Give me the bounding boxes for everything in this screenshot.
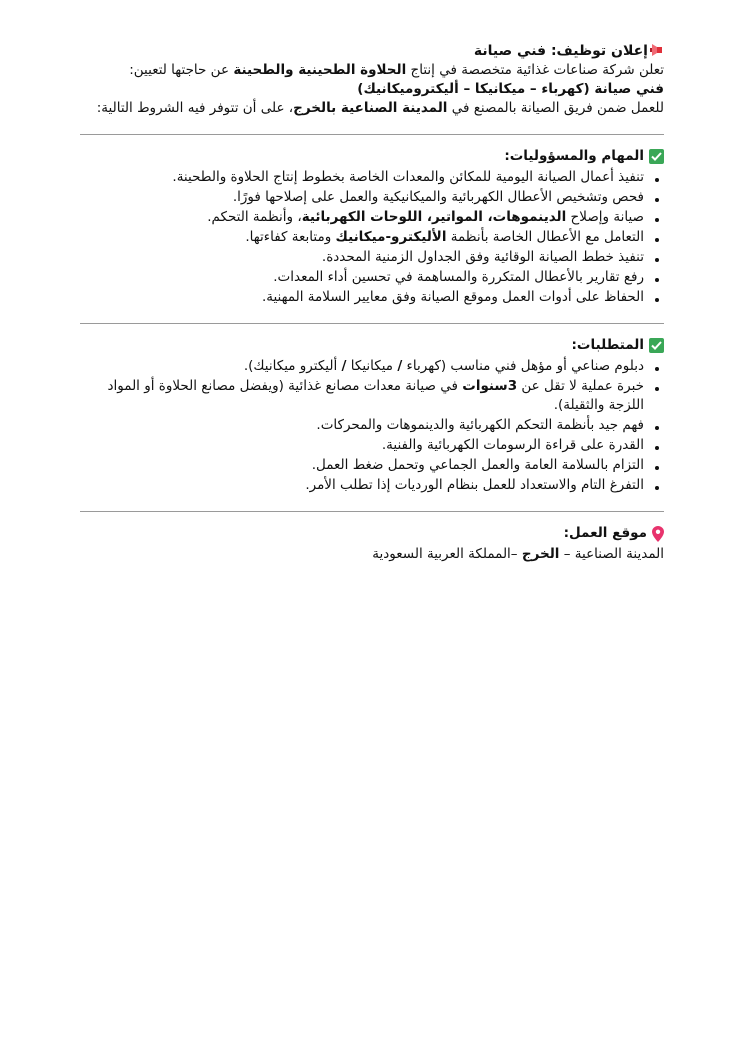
requirements-heading: المتطلبات: (80, 336, 664, 355)
list-item: التزام بالسلامة العامة والعمل الجماعي وتحمل ضغط العمل. (80, 456, 644, 475)
product-highlight: الحلاوة الطحينية والطحينة (233, 62, 407, 78)
requirements-list (80, 357, 664, 495)
list-item: الحفاظ على أدوات العمل وموقع الصيانة وفق معايير السلامة المهنية. (80, 288, 644, 307)
intro-paragraph: تعلن شركة صناعات غذائية متخصصة في إنتاج الحلاوة الطحينية والطحينة عن حاجتها لتعيين: (129, 62, 664, 78)
divider (80, 511, 664, 512)
divider (80, 323, 664, 324)
requirements-section (80, 336, 664, 495)
divider (80, 134, 664, 135)
responsibilities-heading: المهام والمسؤوليات: (80, 147, 664, 166)
location-pin-icon (652, 526, 664, 542)
list-item: تنفيذ أعمال الصيانة اليومية للمكائن والمعدات الخاصة بخطوط إنتاج الحلاوة والطحينة. (80, 168, 644, 187)
location-line: المدينة الصناعية – الخرج –المملكة العربية السعودية (372, 546, 664, 562)
list-item: فهم جيد بأنظمة التحكم الكهربائية والدينموهات والمحركات. (80, 416, 644, 435)
list-item: القدرة على قراءة الرسومات الكهربائية والفنية. (80, 436, 644, 455)
check-icon (649, 149, 664, 164)
responsibilities-list (80, 168, 664, 307)
location-heading: موقع العمل: (80, 524, 664, 543)
list-item: دبلوم صناعي أو مؤهل فني مناسب (كهرباء / ميكانيكا / أليكترو ميكانيك). (80, 357, 644, 376)
intro-section (80, 42, 664, 118)
posting-title (80, 42, 664, 61)
city-highlight: المدينة الصناعية بالخرج (293, 100, 448, 116)
location-section (80, 524, 664, 564)
responsibilities-section (80, 147, 664, 307)
list-item: التعامل مع الأعطال الخاصة بأنظمة الأليكترو-ميكانيك ومتابعة كفاءتها. (80, 228, 644, 247)
job-posting-document (80, 42, 664, 564)
list-item: صيانة وإصلاح الدينموهات، المواتير، اللوحات الكهربائية، وأنظمة التحكم. (80, 208, 644, 227)
list-item: فحص وتشخيص الأعطال الكهربائية والميكانيكية والعمل على إصلاحها فورًا. (80, 188, 644, 207)
intro-paragraph-2: للعمل ضمن فريق الصيانة بالمصنع في المدينة الصناعية بالخرج، على أن تتوفر فيه الشروط التالية: (96, 100, 664, 116)
check-icon (649, 338, 664, 353)
list-item: خبرة عملية لا تقل عن 3سنوات في صيانة معدات مصانع غذائية (ويفضل مصانع الحلاوة أو المواد اللزجة والثقيلة). (80, 377, 644, 415)
list-item: رفع تقارير بالأعطال المتكررة والمساهمة في تحسين أداء المعدات. (80, 268, 644, 287)
list-item: التفرغ التام والاستعداد للعمل بنظام الورديات إذا تطلب الأمر. (80, 476, 644, 495)
list-item: تنفيذ خطط الصيانة الوقائية وفق الجداول الزمنية المحددة. (80, 248, 644, 267)
position-title: فني صيانة (كهرباء – ميكانيكا – أليكتروميكانيك) (357, 81, 664, 97)
megaphone-icon (648, 43, 664, 57)
posting-title-text: إعلان توظيف: فني صيانة (473, 43, 648, 59)
